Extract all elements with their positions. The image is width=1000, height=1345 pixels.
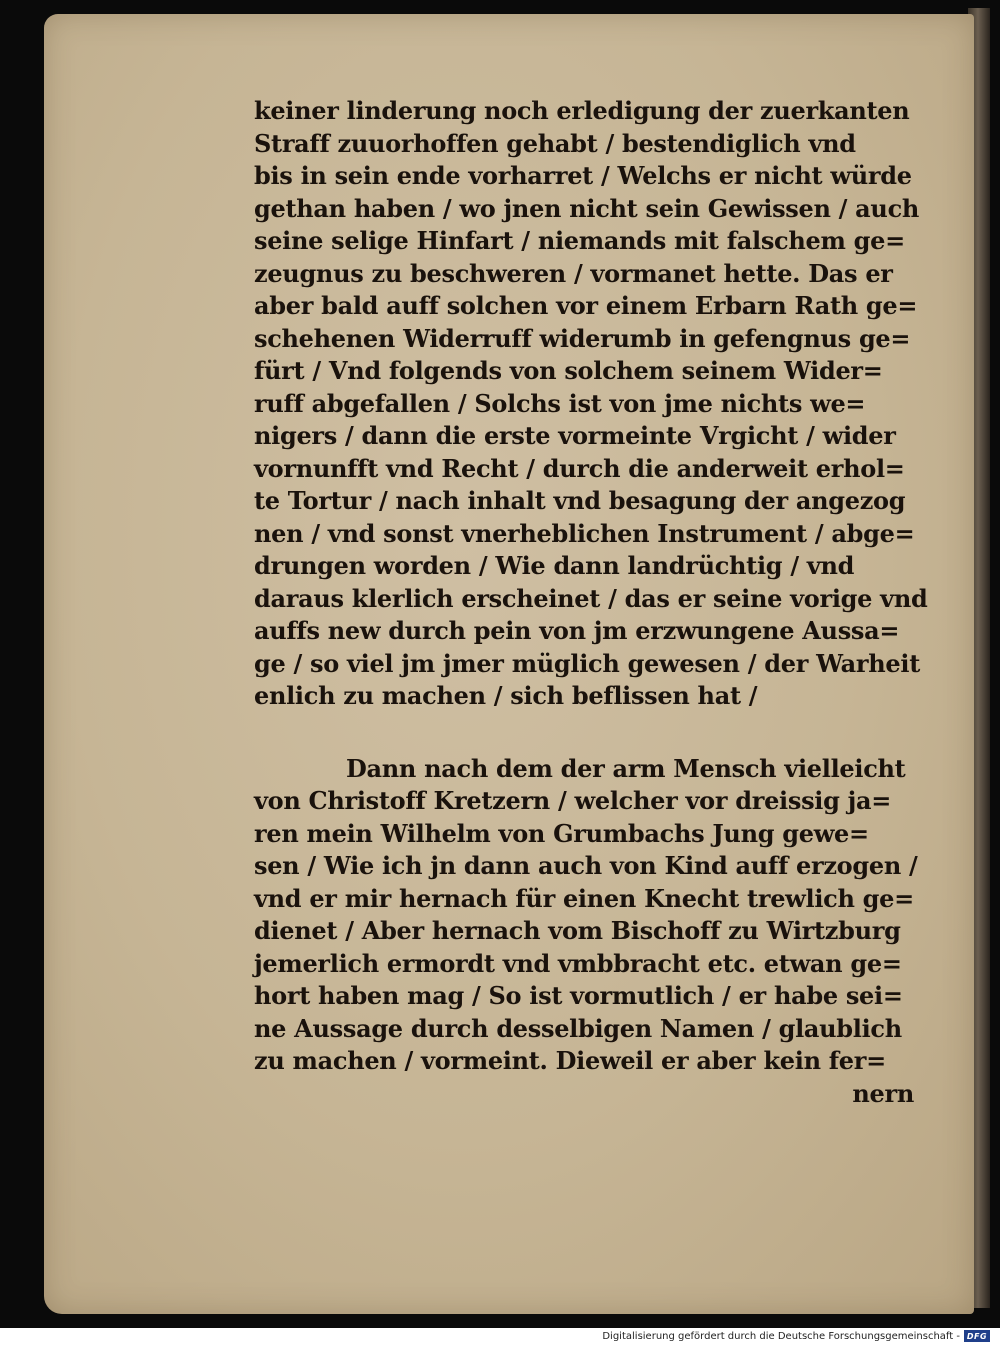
text-line: von Christoff Kretzern / welcher vor dreissig ja=	[254, 786, 892, 815]
text-line: vornunfft vnd Recht / durch die anderweit erhol=	[254, 453, 905, 483]
text-line: auffs new durch pein von jm erzwungene Aussa=	[254, 616, 900, 645]
footer-credit: Digitalisierung gefördert durch die Deutsche Forschungsgemeinschaft -	[602, 1330, 960, 1342]
text-line: Dann nach dem der arm Mensch vielleicht	[346, 753, 906, 783]
digitization-footer	[602, 1329, 990, 1343]
text-line: seine selige Hinfart / niemands mit falschem ge=	[254, 226, 905, 255]
text-line: sen / Wie ich jn dann auch von Kind auff erzogen /	[254, 851, 918, 880]
text-line: bis in sein ende vorharret / Welchs er nicht würde	[254, 161, 912, 190]
text-line: zeugnus zu beschweren / vormanet hette. Das er	[254, 258, 893, 288]
text-line: gethan haben / wo jnen nicht sein Gewissen / auch	[254, 193, 920, 223]
text-line: zu machen / vormeint. Dieweil er aber kein fer=	[254, 1046, 886, 1075]
text-line: keiner linderung noch erledigung der zuerkanten	[254, 96, 910, 125]
catchword: nern	[852, 1078, 914, 1108]
text-line: te Tortur / nach inhalt vnd besagung der angezog	[254, 486, 906, 515]
text-line: enlich zu machen / sich beflissen hat /	[254, 681, 758, 710]
paragraph-gap	[254, 713, 924, 753]
page-text	[254, 95, 928, 1110]
text-line: fürt / Vnd folgends von solchem seinem Wider=	[254, 356, 883, 385]
text-line: vnd er mir hernach für einen Knecht trewlich ge=	[254, 883, 914, 913]
text-line: ruff abgefallen / Solchs ist von jme nichts we=	[254, 388, 866, 418]
text-line: daraus klerlich erscheinet / das er seine vorige vnd	[254, 583, 928, 613]
text-line: nigers / dann die erste vormeinte Vrgicht / wider	[254, 421, 896, 450]
text-line: nen / vnd sonst vnerheblichen Instrument / abge=	[254, 518, 915, 548]
text-line: ne Aussage durch desselbigen Namen / glaublich	[254, 1013, 902, 1043]
text-line: hort haben mag / So ist vormutlich / er habe sei=	[254, 981, 903, 1010]
text-line: schehenen Widerruff widerumb in gefengnus ge=	[254, 323, 911, 353]
text-line: ge / so viel jm jmer müglich gewesen / der Warheit	[254, 648, 920, 678]
text-line: ren mein Wilhelm von Grumbachs Jung gewe=	[254, 818, 869, 848]
text-line: aber bald auff solchen vor einem Erbarn Rath ge=	[254, 291, 918, 320]
dfg-logo-icon: DFG	[964, 1330, 990, 1342]
text-line: Straff zuuorhoffen gehabt / bestendiglich vnd	[254, 128, 856, 158]
text-line: jemerlich ermordt vnd vmbbracht etc. etwan ge=	[254, 948, 902, 978]
text-line: dienet / Aber hernach vom Bischoff zu Wirtzburg	[254, 916, 901, 945]
text-line: drungen worden / Wie dann landrüchtig / vnd	[254, 551, 855, 580]
